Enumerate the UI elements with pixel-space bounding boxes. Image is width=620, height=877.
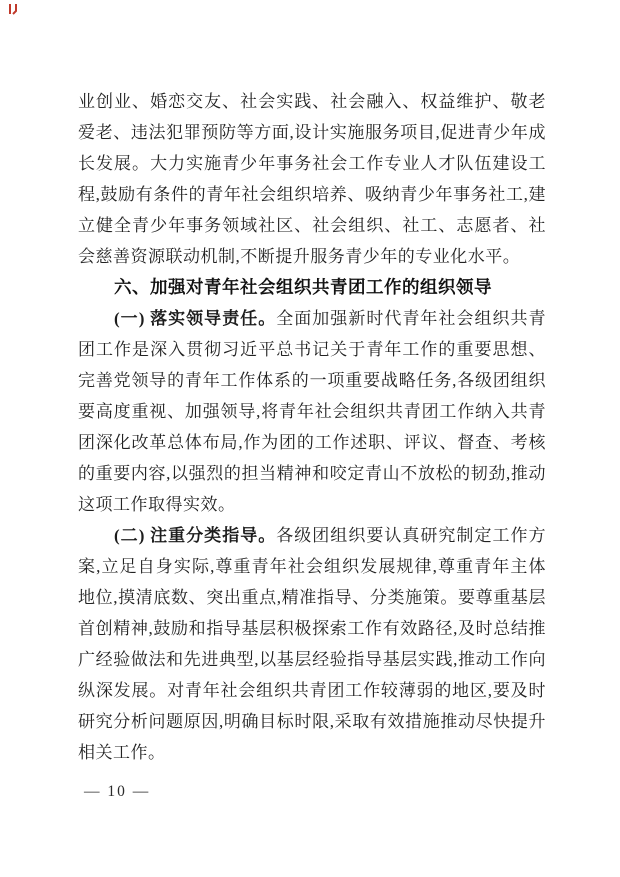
paragraph-body-text-two: 各级团组织要认真研究制定工作方案,立足自身实际,尊重青年社会组织发展规律,尊重青年主体地位,摸清底数、突出重点,精准指导、分类施策。要尊重基层首创精神,鼓励和指导基层积极探索工作有效路径,及时总结推广经验做法和先进典型,以基层经验指导基层实践,推动工作向纵深发展。对青年社会组织共青团工作较薄弱的地区,要及时研究分析问题原因,明确目标时限,采取有效措施推动尽快提升相关工作。 [78,526,546,762]
paragraph-leadership-responsibility [78,303,546,520]
paragraph-lead-label-two: (二) 注重分类指导。 [114,526,277,545]
section-heading-six: 六、加强对青年社会组织共青团工作的组织领导 [114,277,492,297]
paragraph-classified-guidance [78,520,546,768]
paragraph-services-continuation: 业创业、婚恋交友、社会实践、社会融入、权益维护、敬老爱老、违法犯罪预防等方面,设计实施服务项目,促进青少年成长发展。大力实施青少年事务社会工作专业人才队伍建设工程,鼓励有条件的青年社会组织培养、吸纳青少年事务社工,建立健全青少年事务领域社区、社会组织、社工、志愿者、社会慈善资源联动机制,不断提升服务青少年的专业化水平。 [78,92,546,266]
paragraph-body-text-one: 全面加强新时代青年社会组织共青团工作是深入贯彻习近平总书记关于青年工作的重要思想、完善党领导的青年工作体系的一项重要战略任务,各级团组织要高度重视、加强领导,将青年社会组织共青团工作纳入共青团深化改革总体布局,作为团的工作述职、评议、督查、考核的重要内容,以强烈的担当精神和咬定青山不放松的韧劲,推动这项工作取得实效。 [78,309,546,514]
document-content [78,86,546,768]
paragraph-lead-label-one: (一) 落实领导责任。 [114,309,277,328]
red-corner-mark-glyph [7,3,20,16]
page-number: — 10 — [84,783,151,800]
red-corner-mark-icon [7,3,20,16]
